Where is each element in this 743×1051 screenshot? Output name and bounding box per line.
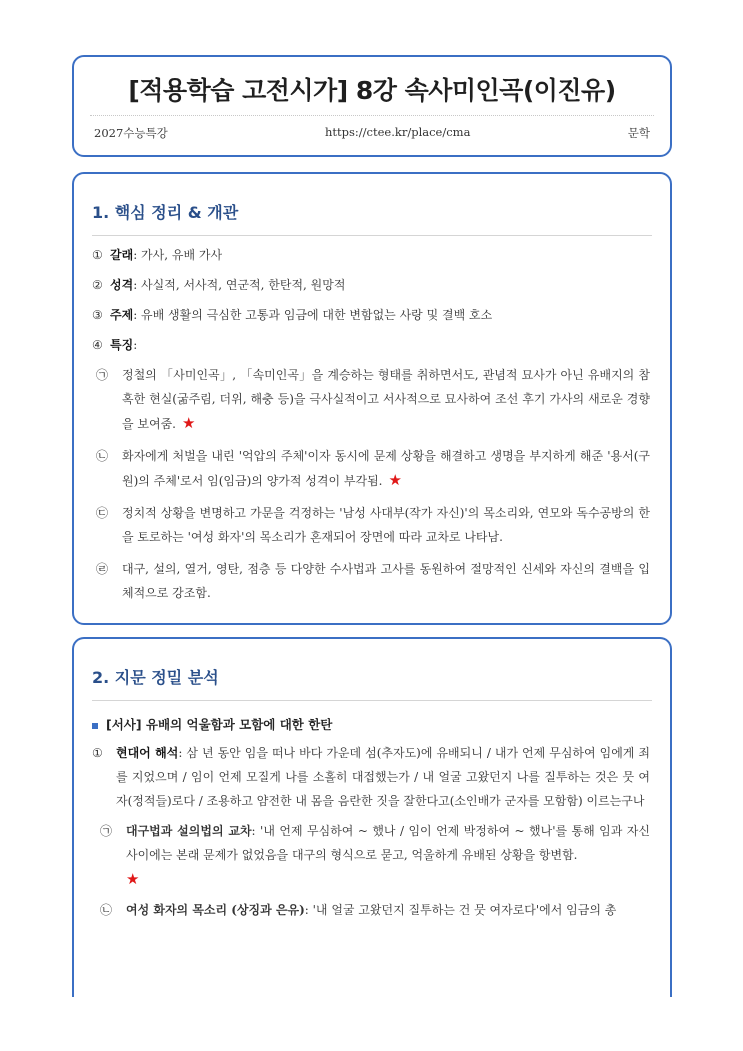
header-card xyxy=(72,55,672,157)
page-title: [적용학습 고전시가] 8강 속사미인곡(이진유) xyxy=(128,76,616,105)
summary-item-character: ② 성격: 사실적, 서사적, 연군적, 한탄적, 원망적 xyxy=(92,278,346,292)
summary-list xyxy=(74,244,670,357)
section-title: 1. 핵심 정리 & 개관 xyxy=(92,200,652,236)
star-icon: ★ xyxy=(388,471,402,489)
analysis-item: ① 현대어 해석: 삼 년 동안 임을 떠나 바다 가운데 섬(추자도)에 유배되니 / 내가 언제 무심하여 임에게 죄를 지었으며 / 임이 언제 모질게 나를 소홀히 대접했는가 / 내 얼굴 고왔던지 나를 질투하는 것은 뭇 여자(정적들)로다 / 조용하고 얌전한 내 몸을 음란한 짓을 잘한다고(소인배가 군자를 모함함) 이르는구나 xyxy=(92,746,650,808)
section-title: 2. 지문 정밀 분석 xyxy=(92,665,652,701)
square-bullet-icon xyxy=(92,723,98,729)
analysis-sub-item: ㉡ 여성 화자의 목소리 (상징과 은유): '내 얼굴 고왔던지 질투하는 건 뭇 여자로다'에서 임금의 총 xyxy=(100,903,617,917)
section-text-analysis xyxy=(72,637,672,997)
feature-item: ㉣ 대구, 설의, 열거, 영탄, 점층 등 다양한 수사법과 고사를 동원하여 절망적인 신세와 자신의 결백을 입체적으로 강조함. xyxy=(96,562,650,600)
summary-item-features: ④ 특징: xyxy=(92,338,138,352)
summary-item-theme: ③ 주제: 유배 생활의 극심한 고통과 임금에 대한 변함없는 사랑 및 결백 호소 xyxy=(92,308,493,322)
section-core-summary xyxy=(72,172,672,625)
course-label: 2027수능특강 xyxy=(94,126,168,140)
analysis-sub-item: ㉠ 대구법과 설의법의 교차: '내 언제 무심하여 ~ 했나 / 임이 언제 박정하여 ~ 했나'를 통해 임과 자신 사이에는 본래 문제가 없었음을 대구의 형식으로 묻고, 억울하게 유배된 상황을 항변함. ★ xyxy=(100,824,650,888)
subject-label: 문학 xyxy=(627,126,650,140)
source-url[interactable]: https://ctee.kr/place/cma xyxy=(325,125,471,139)
header-meta xyxy=(74,116,670,141)
star-icon: ★ xyxy=(182,414,196,432)
feature-item: ㉠ 정철의 「사미인곡」, 「속미인곡」을 계승하는 형태를 취하면서도, 관념적 묘사가 아닌 유배지의 참혹한 현실(굶주림, 더위, 해충 등)을 극사실적이고 서사적으로 묘사하여 조선 후기 가사의 새로운 경향을 보여줌. ★ xyxy=(96,368,650,432)
feature-item: ㉢ 정치적 상황을 변명하고 가문을 걱정하는 '남성 사대부(작가 자신)'의 목소리와, 연모와 독수공방의 한을 토로하는 '여성 화자'의 목소리가 혼재되어 장면에 따라 교차로 나타남. xyxy=(96,506,650,544)
feature-item: ㉡ 화자에게 처벌을 내린 '억압의 주체'이자 동시에 문제 상황을 해결하고 생명을 부지하게 해준 '용서(구원)의 주체'로서 임(임금)의 양가적 성격이 부각됨. ★ xyxy=(96,449,650,489)
sub-heading: [서사] 유배의 억울함과 모함에 대한 한탄 xyxy=(92,715,652,733)
star-icon: ★ xyxy=(126,870,140,888)
summary-item-genre: ① 갈래: 가사, 유배 가사 xyxy=(92,248,223,262)
